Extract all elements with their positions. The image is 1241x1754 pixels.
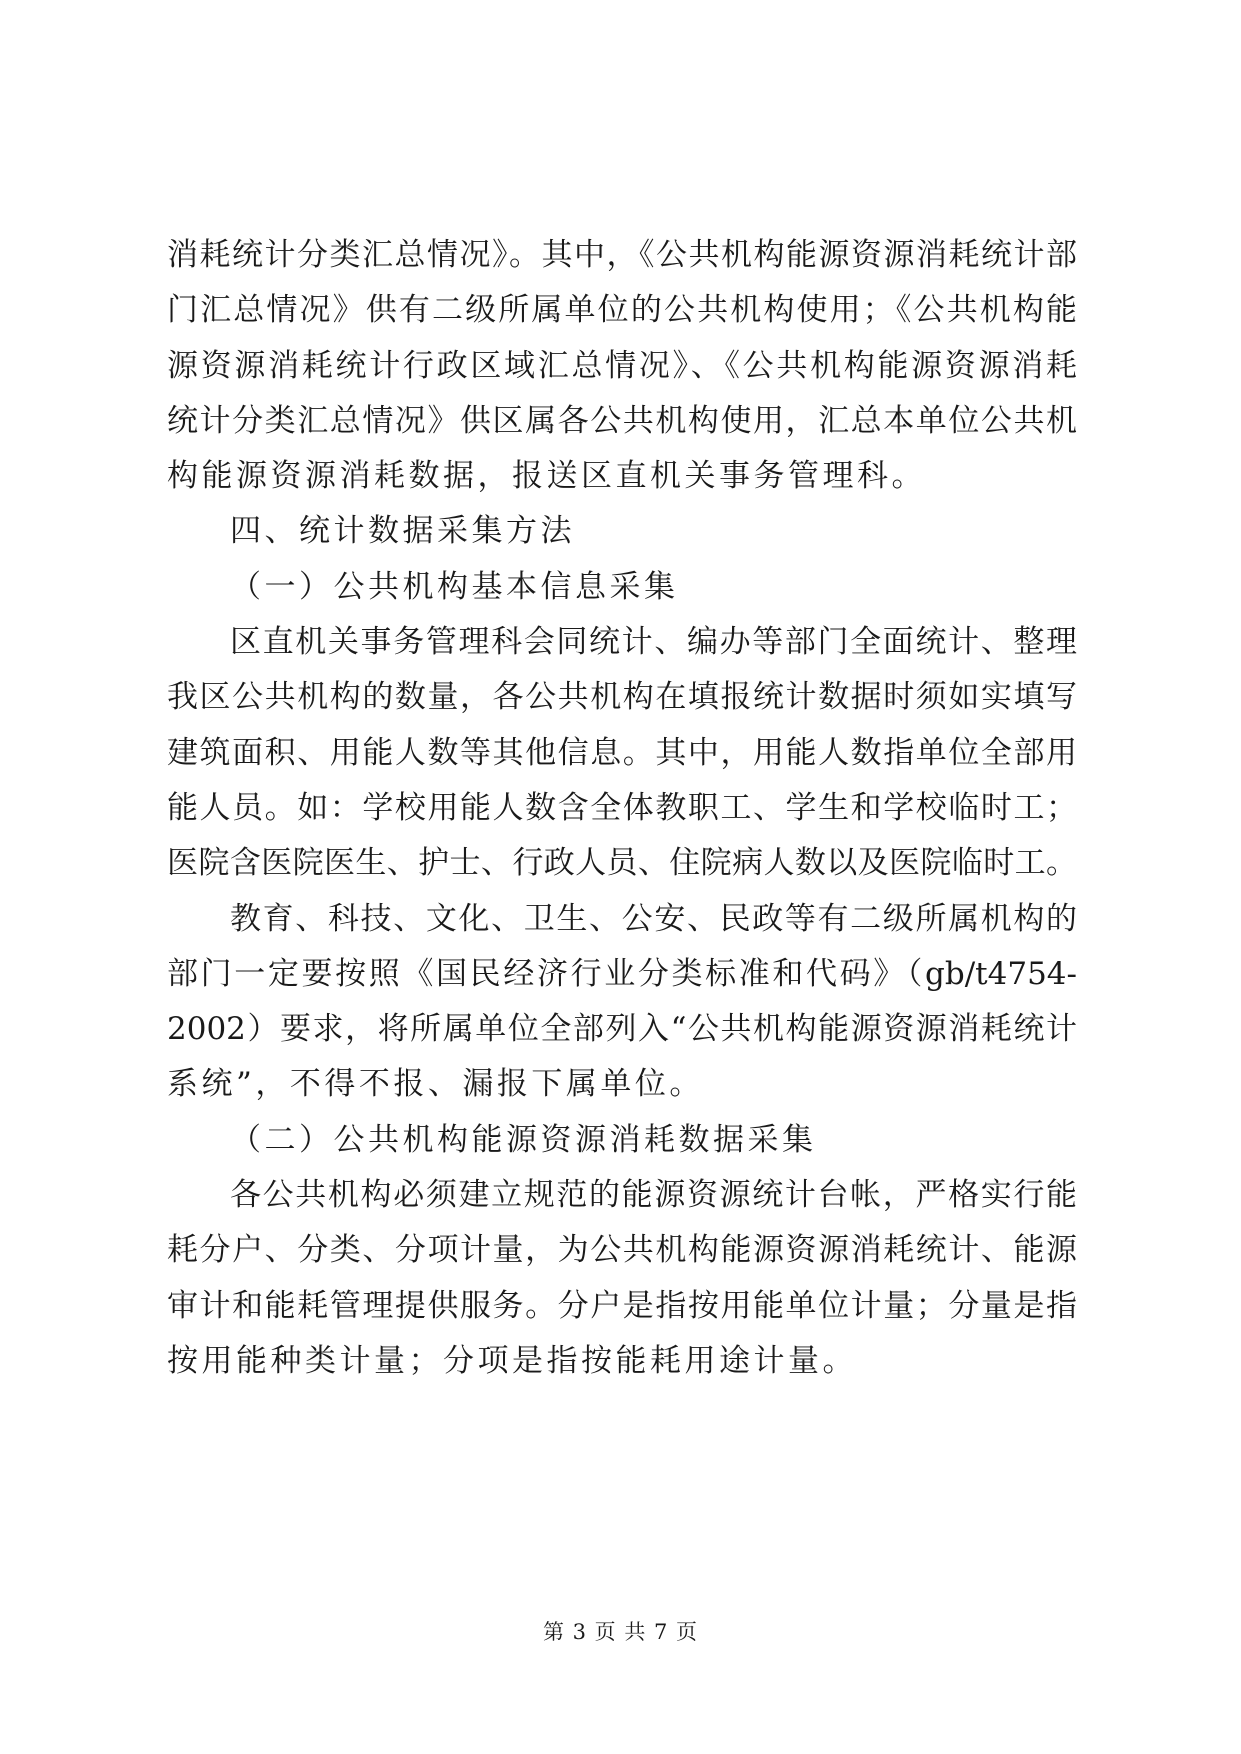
body-line: 消耗统计分类汇总情况》。其中，《公共机构能源资源消耗统计部 [167, 237, 1077, 273]
body-line: 耗分户、分类、分项计量，为公共机构能源资源消耗统计、能源 [167, 1232, 1077, 1269]
body-line: 源资源消耗统计行政区域汇总情况》、《公共机构能源资源消耗 [167, 347, 1077, 384]
body-line: 各公共机构必须建立规范的能源资源统计台帐，严格实行能 [230, 1177, 1077, 1214]
body-line: 部门一定要按照《国民经济行业分类标准和代码》（gb/t4754- [167, 955, 1077, 992]
page-number-footer: 第 3 页 共 7 页 [542, 1620, 699, 1644]
subsection-heading: （一）公共机构基本信息采集 [230, 568, 679, 605]
body-line: 系统”，不得不报、漏报下属单位。 [167, 1066, 704, 1103]
body-line: 我区公共机构的数量，各公共机构在填报统计数据时须如实填写 [167, 679, 1077, 716]
section-heading: 四、统计数据采集方法 [230, 513, 575, 550]
subsection-heading: （二）公共机构能源资源消耗数据采集 [230, 1121, 817, 1158]
body-line: 医院含医院医生、护士、行政人员、住院病人数以及医院临时工。 [167, 845, 1077, 882]
body-line: 2002）要求，将所属单位全部列入“公共机构能源资源消耗统计 [167, 1011, 1077, 1048]
body-line: 能人员。如：学校用能人数含全体教职工、学生和学校临时工； [167, 789, 1077, 826]
document-body [167, 228, 1077, 1389]
body-line: 审计和能耗管理提供服务。分户是指按用能单位计量；分量是指 [167, 1287, 1077, 1324]
body-line: 门汇总情况》供有二级所属单位的公共机构使用；《公共机构能 [167, 292, 1077, 329]
body-line: 建筑面积、用能人数等其他信息。其中，用能人数指单位全部用 [167, 734, 1077, 771]
body-line: 统计分类汇总情况》供区属各公共机构使用，汇总本单位公共机 [167, 402, 1077, 439]
body-line: 区直机关事务管理科会同统计、编办等部门全面统计、整理 [230, 624, 1077, 661]
body-line: 构能源资源消耗数据，报送区直机关事务管理科。 [167, 458, 926, 495]
body-line: 按用能种类计量；分项是指按能耗用途计量。 [167, 1342, 857, 1379]
body-line: 教育、科技、文化、卫生、公安、民政等有二级所属机构的 [230, 900, 1077, 937]
